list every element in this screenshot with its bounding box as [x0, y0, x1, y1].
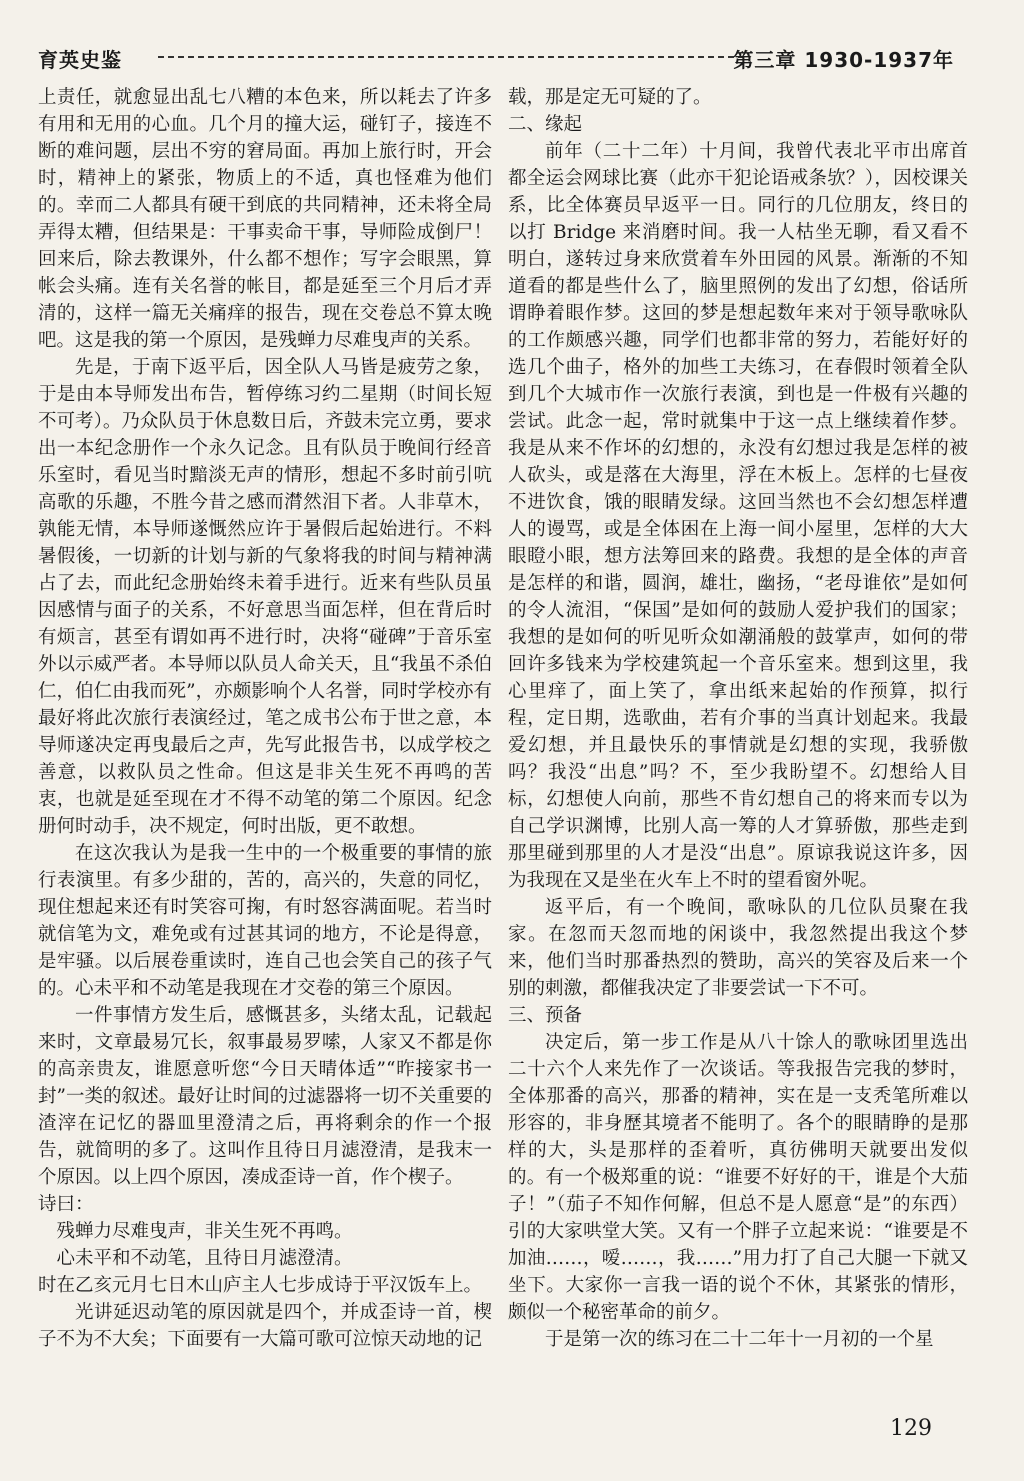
header-rule — [158, 56, 744, 58]
section-heading: 二、缘起 — [508, 114, 583, 135]
paragraph: 上责任，就愈显出乱七八糟的本色来，所以耗去了许多有用和无用的心血。几个月的撞大运，碰钉子，接连不断的难问题，层出不穷的窘局面。再加上旅行时，开会时，精神上的紧张，物质上的不适，真也怪难为他们的。幸而二人都具有硬干到底的共同精神，还未将全局弄得太糟，但结果是：干事卖命干事，导师险成倒尸！回来后，除去教课外，什么都不想作；写字会眼黑，算帐会头痛。连有关名誉的帐目，都是延至三个月后才弄清的，这样一篇无关痛痒的报告，现在交卷总不算太晚吧。这是我的第一个原因，是残蝉力尽难曳声的关系。 — [38, 87, 492, 351]
poem-intro: 诗曰： — [38, 1194, 94, 1215]
paragraph: 载，那是定无可疑的了。 — [508, 87, 712, 108]
section-heading: 三、预备 — [508, 1005, 583, 1026]
book-title: 育英史鉴 — [38, 48, 122, 72]
paragraph: 光讲延迟动笔的原因就是四个，并成歪诗一首，楔子不为不大矣；下面要有一大篇可歌可泣惊天动地的记 — [38, 1302, 492, 1350]
paragraph: 返平后，有一个晚间，歌咏队的几位队员聚在我家。在忽而天忽而地的闲谈中，我忽然提出我这个梦来，他们当时那番热烈的赞助，高兴的笑容及后来一个别的刺激，都催我决定了非要尝试一下不可。 — [508, 897, 968, 999]
page-number: 129 — [890, 1416, 932, 1441]
poem-line: 残蝉力尽难曳声，非关生死不再鸣。 — [56, 1221, 353, 1242]
poem-line: 心未平和不动笔，且待日月滤澄清。 — [56, 1248, 353, 1269]
paragraph: 于是第一次的练习在二十二年十一月初的一个星 — [545, 1329, 934, 1350]
paragraph: 一件事情方发生后，感慨甚多，头绪太乱，记载起来时，文章最易冗长，叙事最易罗嗦，人家又不都是你的高亲贵友，谁愿意听您“今日天晴体适”“昨接家书一封”一类的叙述。最好让时间的过滤器将一切不关重要的渣滓在记忆的器皿里澄清之后，再将剩余的作一个报告，就简明的多了。这叫作且待日月滤澄清，是我末一个原因。以上四个原因，凑成歪诗一首，作个楔子。 — [38, 1005, 492, 1188]
poem-note: 时在乙亥元月七日木山庐主人七步成诗于平汉饭车上。 — [38, 1275, 483, 1296]
paragraph: 前年（二十二年）十月间，我曾代表北平市出席首都全运会网球比赛（此亦干犯论语戒条欤？），因校课关系，比全体赛员早返平一日。同行的几位朋友，终日的以打 Bridge 来消磨时间。我一人枯坐无聊，看又看不明白，遂转过身来欣赏着车外田园的风景。渐渐的不知道看的都是些什么了，脑里照例的发出了幻想，俗话所谓睁着眼作梦。这回的梦是想起数年来对于领导歌咏队的工作颇感兴趣，同学们也都非常的努力，若能好好的选几个曲子，格外的加些工夫练习，在春假时领着全队到几个大城市作一次旅行表演，到也是一件极有兴趣的尝试。此念一起，常时就集中于这一点上继续着作梦。我是从来不作坏的幻想的，永没有幻想过我是怎样的被人砍头，或是落在大海里，浮在木板上。怎样的七昼夜不进饮食，饿的眼睛发绿。这回当然也不会幻想怎样遭人的谩骂，或是全体困在上海一间小屋里，怎样的大大眼瞪小眼，想方法筹回来的路费。我想的是全体的声音是怎样的和谐，圆润，雄壮，幽扬，“老母谁依”是如何的令人流泪，“保国”是如何的鼓励人爱护我们的国家；我想的是如何的听见听众如潮涌般的鼓掌声，如何的带回许多钱来为学校建筑起一个音乐室来。想到这里，我心里痒了，面上笑了，拿出纸来起始的作预算，拟行程，定日期，选歌曲，若有介事的当真计划起来。我最爱幻想，并且最快乐的事情就是幻想的实现，我骄傲吗？我没“出息”吗？不，至少我盼望不。幻想给人目标，幻想使人向前，那些不肯幻想自己的将来而专以为自己学识渊博，比别人高一筹的人才算骄傲，那些走到那里碰到那里的人才是没“出息”。原谅我说这许多，因为我现在又是坐在火车上不时的望看窗外呢。 — [508, 141, 968, 891]
paragraph: 决定后，第一步工作是从八十馀人的歌咏团里选出二十六个人来先作了一次谈话。等我报告完我的梦时，全体那番的高兴，那番的精神，实在是一支秃笔所难以形容的，非身歷其境者不能明了。各个的眼睛睁的是那样的大，头是那样的歪着听，真彷佛明天就要出发似的。有一个极郑重的说：“谁要不好好的干，谁是个大茄子！”（茄子不知作何解，但总不是人愿意“是”的东西）引的大家哄堂大笑。又有一个胖子立起来说：“谁要是不加油……，嗳……，我……”用力打了自己大腿一下就又坐下。大家你一言我一语的说个不休，其紧张的情形，颇似一个秘密革命的前夕。 — [508, 1032, 968, 1323]
chapter-title: 第三章 1930-1937年 — [733, 48, 954, 72]
left-column — [38, 84, 492, 1424]
text-columns — [38, 84, 989, 1424]
paragraph: 在这次我认为是我一生中的一个极重要的事情的旅行表演里。有多少甜的，苦的，高兴的，失意的同忆，现住想起来还有时笑容可掬，有时怒容满面呢。若当时就信笔为文，难免或有过甚其词的地方，不论是得意，是牢骚。以后展卷重读时，连自己也会笑自己的孩子气的。心未平和不动笔是我现在才交卷的第三个原因。 — [38, 843, 492, 999]
running-header — [38, 44, 954, 80]
right-column — [508, 84, 968, 1424]
paragraph: 先是，于南下返平后，因全队人马皆是疲劳之象，于是由本导师发出布告，暂停练习约二星期（时间长短不可考）。乃众队员于休息数日后，齐鼓未完立勇，要求出一本纪念册作一个永久记念。且有队员于晚间行经音乐室时，看见当时黯淡无声的情形，想起不多时前引吭高歌的乐趣，不胜今昔之感而潸然泪下者。人非草木，孰能无情，本导师遂慨然应许于暑假后起始进行。不料暑假後，一切新的计划与新的气象将我的时间与精神满占了去，而此纪念册始终未着手进行。近来有些队员虽因感情与面子的关系，不好意思当面怎样，但在背后时有烦言，甚至有谓如再不进行时，决将“碰碑”于音乐室外以示威严者。本导师以队员人命关天，且“我虽不杀伯仁，伯仁由我而死”，亦颇影响个人名誉，同时学校亦有最好将此次旅行表演经过，笔之成书公布于世之意，本导师遂决定再曳最后之声，先写此报告书，以成学校之善意，以救队员之性命。但这是非关生死不再鸣的苦衷，也就是延至现在才不得不动笔的第二个原因。纪念册何时动手，决不规定，何时出版，更不敢想。 — [38, 357, 492, 837]
